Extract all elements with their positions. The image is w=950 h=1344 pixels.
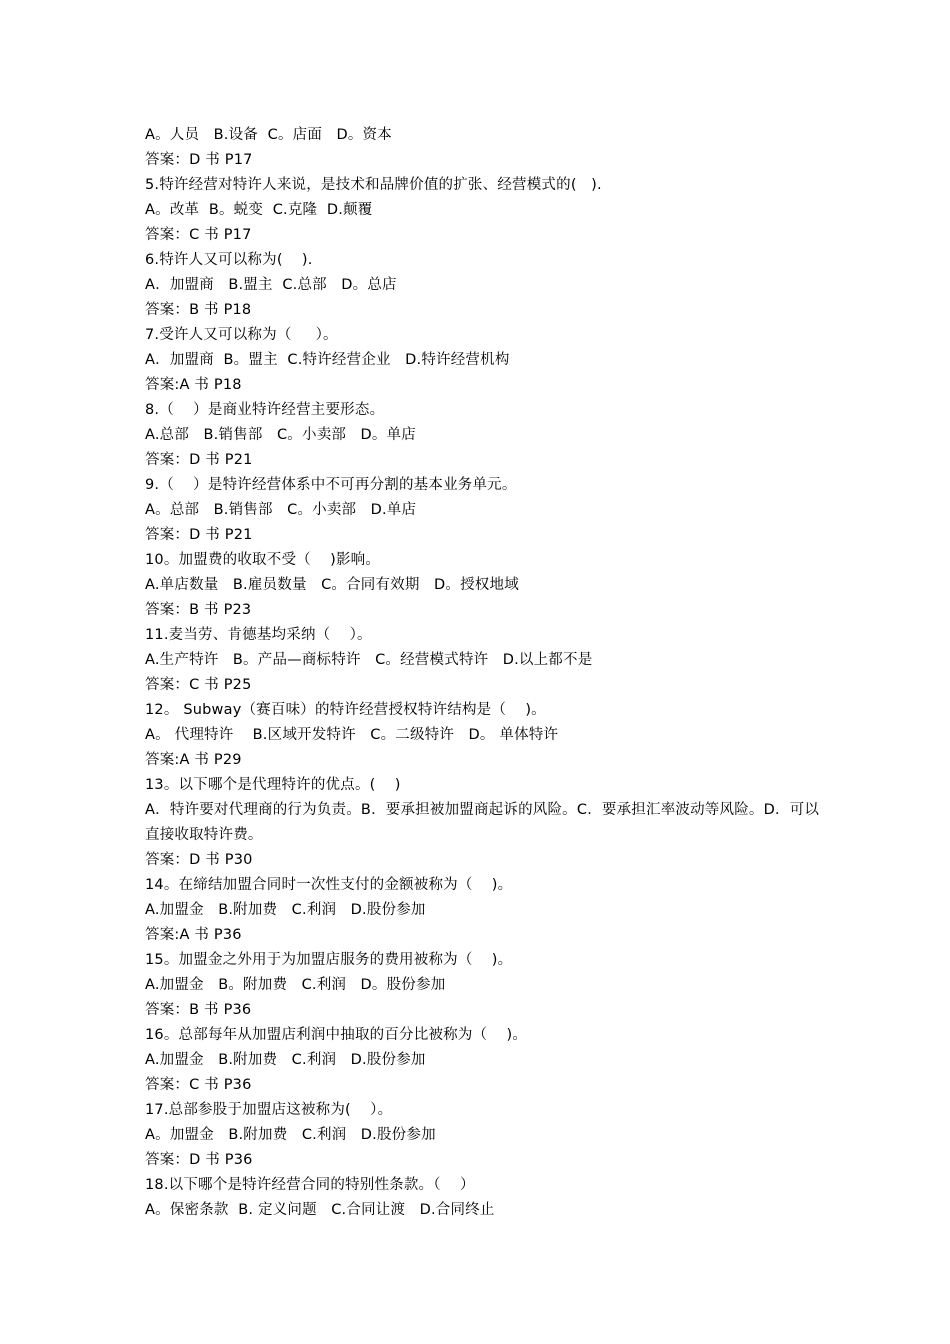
question-14: 14。在缔结加盟合同时一次性支付的金额被称为（ )。	[145, 877, 513, 893]
option-line: A．特许要对代理商的行为负责。B．要承担被加盟商起诉的风险。C．要承担汇率波动等风险。D．可以直接收取特许费。	[145, 802, 820, 843]
document-body	[145, 123, 825, 1223]
option-line: A.加盟金 B.附加费 C.利润 D.股份参加	[145, 902, 426, 918]
question-6: 6.特许人又可以称为( ).	[145, 252, 313, 268]
answer-line: 答案:A 书 P36	[145, 927, 242, 943]
question-18: 18.以下哪个是特许经营合同的特别性条款。（ ）	[145, 1177, 475, 1193]
question-13: 13。以下哪个是代理特许的优点。( )	[145, 777, 401, 793]
option-line: A。改革 B。蜕变 C.克隆 D.颠覆	[145, 202, 373, 218]
answer-line: 答案:A 书 P18	[145, 377, 242, 393]
answer-line: 答案：C 书 P25	[145, 677, 252, 693]
option-line: A.总部 B.销售部 C。小卖部 D。单店	[145, 427, 417, 443]
option-line: A.单店数量 B.雇员数量 C。合同有效期 D。授权地域	[145, 577, 519, 593]
question-15: 15。加盟金之外用于为加盟店服务的费用被称为（ )。	[145, 952, 513, 968]
question-17: 17.总部参股于加盟店这被称为( ）。	[145, 1102, 393, 1118]
answer-line: 答案:A 书 P29	[145, 752, 242, 768]
answer-line: 答案：B 书 P23	[145, 602, 252, 618]
option-line: A。人员 B.设备 C。店面 D。资本	[145, 127, 392, 143]
option-line: A。加盟金 B.附加费 C.利润 D.股份参加	[145, 1127, 436, 1143]
question-7: 7.受许人又可以称为（ ）。	[145, 327, 338, 343]
answer-line: 答案：B 书 P36	[145, 1002, 252, 1018]
question-12: 12。 Subway（赛百味）的特许经营授权特许结构是（ )。	[145, 702, 546, 718]
question-8: 8.（ ）是商业特许经营主要形态。	[145, 402, 385, 418]
option-line: A.生产特许 B。产品—商标特许 C。经营模式特许 D.以上都不是	[145, 652, 593, 668]
option-line: A．加盟商 B.盟主 C.总部 D。总店	[145, 277, 397, 293]
answer-line: 答案：D 书 P17	[145, 152, 253, 168]
answer-line: 答案：D 书 P21	[145, 452, 253, 468]
option-line: A。 代理特许 B.区域开发特许 C。二级特许 D。 单体特许	[145, 727, 559, 743]
option-line: A.加盟金 B。附加费 C.利润 D。股份参加	[145, 977, 446, 993]
question-11: 11.麦当劳、肯德基均采纳（ ）。	[145, 627, 372, 643]
option-line: A。总部 B.销售部 C。小卖部 D.单店	[145, 502, 417, 518]
answer-line: 答案：D 书 P21	[145, 527, 253, 543]
question-10: 10。加盟费的收取不受（ )影响。	[145, 552, 381, 568]
answer-line: 答案：C 书 P36	[145, 1077, 252, 1093]
answer-line: 答案：B 书 P18	[145, 302, 252, 318]
question-5: 5.特许经营对特许人来说，是技术和品牌价值的扩张、经营模式的( ).	[145, 177, 602, 193]
answer-line: 答案：C 书 P17	[145, 227, 252, 243]
option-line: A。保密条款 B. 定义问题 C.合同让渡 D.合同终止	[145, 1202, 495, 1218]
option-line: A.加盟金 B.附加费 C.利润 D.股份参加	[145, 1052, 426, 1068]
option-line: A．加盟商 B。盟主 C.特许经营企业 D.特许经营机构	[145, 352, 510, 368]
question-16: 16。总部每年从加盟店利润中抽取的百分比被称为（ )。	[145, 1027, 528, 1043]
answer-line: 答案：D 书 P30	[145, 852, 253, 868]
question-9: 9.（ ）是特许经营体系中不可再分割的基本业务单元。	[145, 477, 517, 493]
answer-line: 答案：D 书 P36	[145, 1152, 253, 1168]
